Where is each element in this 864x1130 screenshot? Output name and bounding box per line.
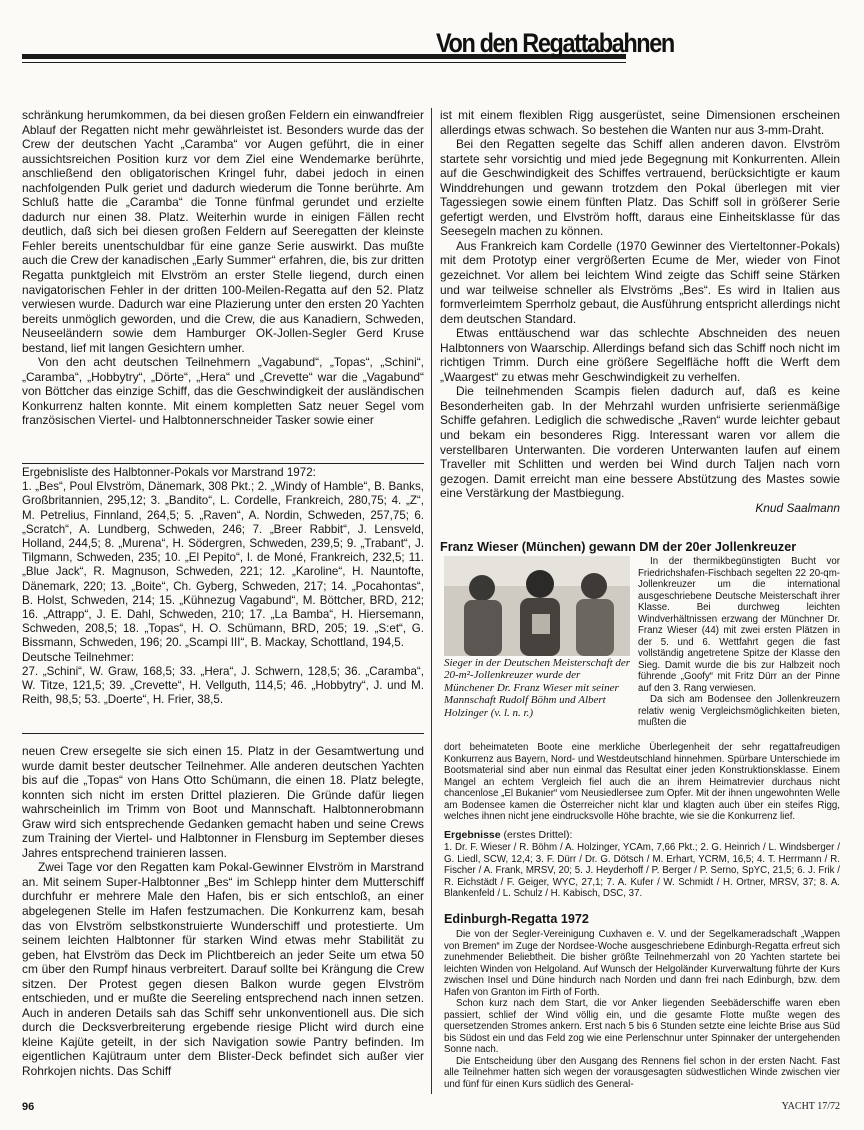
results-box xyxy=(22,463,424,734)
ergebnisse-list xyxy=(444,842,840,900)
wieser-full-text xyxy=(444,742,840,823)
paragraph: neuen Crew ersegelte sie sich einen 15. Platz in der Gesamtwertung und wurde damit bester deutscher Teilnehmer. Alle anderen deutschen Yachten bis auf die „Topas“ von Hans Otto Schümann, die einen 18. Platz belegte, konnten sich nicht im ersten Drittel plazieren. Die Gründe dafür liegen wahrscheinlich im Trimm von Boot und Mannschaft. Halbtonnerobmann Graw wird sich entsprechende Gedanken gemacht haben und seine Crews zum Training der Viertel- und Halbtonner in Flensburg im September dieses Jahres entsprechend trainieren lassen. xyxy=(22,744,424,860)
results-german-list: 27. „Schini“, W. Graw, 168,5; 33. „Hera“, J. Schwern, 128,5; 36. „Caramba“, W. Titze, 121,5; 39. „Crevette“, H. Vellguth, 114,5; 46. „Hobbytry“, J. und M. Reith, 98,5; 53. „Doerte“, H. Frier, 38,5. xyxy=(22,664,424,707)
crew-photo-illustration xyxy=(444,556,630,656)
column-divider xyxy=(431,108,432,1094)
paragraph: Aus Frankreich kam Cordelle (1970 Gewinner des Vierteltonner-Pokals) mit dem Prototyp einer vergrößerten Ecume de Mer, wieder von Finot gezeichnet. Vor allem bei leichtem Wind zeigte das Schiff seine Stärken und war teilweise schneller als Elvströms „Bes“. Es wird in Italien aus formverleimtem Sperrholz gebaut, die Ausführung entspricht allerdings nicht dem deutschen Standard. xyxy=(440,238,840,326)
author-signature: Knud Saalmann xyxy=(755,500,840,515)
paragraph: In der thermikbegünstigten Bucht vor Friedrichshafen-Fischbach segelten 22 20-qm-Jollenkreuzer um die international ausgeschriebene Deutsche Meisterschaft ihrer Klasse. Bei durchweg leichten Windverhältnissen erzwang der Münchner Dr. Franz Wieser (44) mit zwei ersten Plätzen in der 5. und 6. Wettfahrt gegen die fast vollständig angetretene Spitze der Klasse den Sieg. Damit wurde die bis zur Halbzeit noch führende „Goofy“ mit Fritz Dürr an der Pinne auf den 3. Rang verwiesen. xyxy=(638,556,840,694)
wieser-headline: Franz Wieser (München) gewann DM der 20er Jollenkreuzer xyxy=(440,540,797,554)
paragraph: Die teilnehmenden Scampis fielen dadurch auf, daß es keine Besonderheiten gab. In der Mehrzahl wurden unfrisierte serienmäßige Schiffe gefahren. Lediglich die schwedische „Raven“ wurde leichter gebaut und bekam ein besonderes Rigg. Interessant waren vor allem die verstellbaren Unterwanten. Die vorderen Unterwanten laufen auf einem Traveller mit Schlitten und werden bei Wind durch Taljen nach vorn gezogen. Damit erreicht man eine bessere Abstützung des Mastes sowie eine Verstärkung der Mastbiegung. xyxy=(440,384,840,501)
paragraph: ist mit einem flexiblen Rigg ausgerüstet, seine Dimensionen erscheinen allerdings etwas schwach. So bestehen die Wanten nur aus 3-mm-Draht. xyxy=(440,108,840,137)
paragraph: 1. Dr. F. Wieser / R. Böhm / A. Holzinger, YCAm, 7,66 Pkt.; 2. G. Heinrich / L. Windsberger / G. Liedl, SCW, 12,4; 3. F. Dürr / Dr. G. Dötsch / M. Erhart, YCRM, 16,5; 4. T. Herrmann / R. Fischer / A. Frank, MRSV, 20; 5. J. Heyderhoff / P. Berger / P. Serno, SpYC, 21,5; 6. J. Frik / R. Eichstädt / F. Geiger, WYC, 27,1; 7. A. Kufer / W. Schmidt / H. Ortner, MRSV, 37; 8. A. Blankenfeld / L. Schulz / H. Kabisch, DSC, 37. xyxy=(444,842,840,899)
paragraph: schränkung herumkommen, da bei diesen großen Feldern ein einwandfreier Ablauf der Regatten nicht mehr gewährleistet ist. Besonders wurde das der Crew der deutschen Yacht „Caramba“ vor Augen geführt, die in einer aussichtsreichen Position kurz vor dem Ziel eine Wendemarke berührte, anschließend den obligatorischen Kringel fuhr, dabei jedoch in einen nachfolgenden Pulk geriet und dadurch wiederum die Tonne berührte. Am Schluß hatte die „Caramba“ die Tonne fünfmal gerundet und erzielte dadurch nur einen 38. Platz. Weiterhin wurde in einigen Fällen recht deutlich, daß sich bei diesen großen Feldern auf Seeregatten der kleinste Fehler bereits unentschuldbar für eine ganze Serie auswirkt. Das mußte auch die Crew der kanadischen „Early Summer“ erfahren, die, bis zur dritten Regatta punktgleich mit Elvström an erster Stelle liegend, durch einen navigatorischen Fehler in der dritten 100-Meilen-Regatta auf den 52. Platz verwiesen wurde. Dadurch war eine Plazierung unter den ersten 20 Yachten bereits unmöglich geworden, und die Crew, die aus Kanadiern, Schweden, Neuseeländern sowie dem Hamburger OK-Jollen-Segler Gerd Kruse bestand, lief mit langen Gesichtern umher. xyxy=(22,108,424,355)
crew-photo xyxy=(444,556,630,656)
left-column-bottom xyxy=(22,744,424,1079)
paragraph: Die Entscheidung über den Ausgang des Rennens fiel schon in der ersten Nacht. Fast alle Teilnehmer hatten sich wegen der vorausgesagten südwestlichen Winde zwischen vier und fünf für einen Kurs südlich des General- xyxy=(444,1055,840,1090)
results-list: 1. „Bes“, Poul Elvström, Dänemark, 308 Pkt.; 2. „Windy of Hamble“, B. Banks, Großbritannien, 295,12; 3. „Bandito“, L. Cordelle, Frankreich, 280,75; 4. „Z“, M. Petrelius, Finnland, 264,5; 5. „Raven“, A. Nordin, Schweden, 257,75; 6. „Scratch“, A. Lundberg, Schweden, 246; 7. „Breer Rabbit“, J. Lensveld, Holland, 244,5; 8. „Murena“, H. Södergren, Schweden, 239,5; 9. „Trabant“, J. Tilgmann, Schweden, 235; 10. „El Pepito“, l. de Moné, Frankreich, 232,5; 11. „Blue Jack“, R. Magnuson, Schweden, 221; 12. „Karoline“, H. Nauntofte, Dänemark, 220; 13. „Boite“, Ch. Gyberg, Schweden, 217; 14. „Pocahontas“, B. Holst, Schweden, 214; 15. „Kühnezug Vagabund“, M. Böttcher, BRD, 212; 16. „Attrapp“, J. E. Dahl, Schweden, 210; 17. „La Bamba“, H. Hiersemann, Schweden, 208,5; 18. „Topas“, H. O. Schümann, BRD, 205; 19. „S:et“, G. Bissmann, Schweden, 196; 20. „Scampi III“, B. Mackay, Schottland, 194,5. xyxy=(22,480,424,650)
section-title: Von den Regattabahnen xyxy=(436,28,674,58)
right-column-top xyxy=(440,108,840,515)
paragraph: Die von der Segler-Vereinigung Cuxhaven e. V. und der Segelkameradschaft „Wappen von Bremen“ im Zuge der Nordsee-Woche ausgeschriebene Edinburgh-Regatta erfreut sich zunehmender Beliebtheit. Die bisher größte Teilnehmerzahl von 20 Yachten startete bei leichten Winden von Helgoland. Auf Wunsch der Helgoländer Kurverwaltung führte der Kurs zwischen Insel und Düne hindurch nach Norden und dann frei nach Edinburgh, bzw. dem Hafen von Granton im Firth of Forth. xyxy=(444,929,840,998)
results-german-heading: Deutsche Teilnehmer: xyxy=(22,650,134,664)
results-heading: Ergebnisliste des Halbtonner-Pokals vor Marstrand 1972: xyxy=(22,466,316,479)
header-rule-thin xyxy=(22,62,626,63)
paragraph: Etwas enttäuschend war das schlechte Abschneiden des neuen Halbtonners von Waarschip. Allerdings befand sich das Schiff noch nicht im richtigen Trimm. Durch eine größere Segelfläche hofft die Werft dem „Waargest“ zu etwas mehr Geschwindigkeit zu verhelfen. xyxy=(440,326,840,384)
paragraph: Schon kurz nach dem Start, die vor Anker liegenden Seebäderschiffe waren eben passiert, schlief der Wind völlig ein, und die gesamte Flotte mußte wegen des quersetzenden Stromes ankern. Erst nach 5 bis 6 Stunden setzte eine leichte Brise aus Süd bis Südost ein und das Feld zog wie eine Perlenschnur unter Spinnaker der untergehenden Sonne nach. xyxy=(444,998,840,1055)
left-column-top xyxy=(22,108,424,428)
paragraph: dort beheimateten Boote eine merkliche Überlegenheit der sehr regattafreudigen Konkurrenz aus Bayern, Nord- und Westdeutschland hinnehmen. Spürbare Unterschiede im Bootsmaterial sind aber nun einmal das Resultat einer jeden Konstruktionsklasse. Einem Mangel an echtem Vergleich fiel auch die an ihrem Heimatrevier durchaus nicht chancenlose „El Bukanier“ vom Neusiedlersee zum Opfer. Mit der ihnen ungewohnten Welle am Bodensee kamen die Österreicher nicht klar und klagten auch über ein steifes Rigg, welches ihnen nicht jene eindrucksvolle Höhe brachte, wie sie die Konkurrenz lief. xyxy=(444,742,840,822)
paragraph: Bei den Regatten segelte das Schiff allen anderen davon. Elvström startete sehr vorsichtig und mied jede Begegnung mit Konkurrenten. Allein auf die Geschwindigkeit des Schiffes vertrauend, berücksichtigte er kaum Winddrehungen und gewann trotzdem den Pokal überlegen mit vier Tagessiegen sowie einem fünften Platz. Das Schiff soll in größerer Serie gefertigt werden, und Elvström hofft, daraus eine Einheitsklasse für das Seesegeln machen zu können. xyxy=(440,137,840,239)
issue-label: YACHT 17/72 xyxy=(781,1101,840,1112)
edinburgh-headline: Edinburgh-Regatta 1972 xyxy=(444,912,589,926)
ergebnisse-sublabel: (erstes Drittel): xyxy=(503,829,573,841)
paragraph: Da sich am Bodensee den Jollenkreuzern relativ wenig Vergleichsmöglichkeiten bieten, mußten die xyxy=(638,694,840,728)
edinburgh-text xyxy=(444,929,840,1090)
ergebnisse-label: Ergebnisse xyxy=(444,829,501,841)
paragraph: Von den acht deutschen Teilnehmern „Vagabund“, „Topas“, „Schini“, „Caramba“, „Hobbytry“, „Dörte“, „Hera“ und „Crevette“ war die „Vagabund“ von Böttcher das einzige Schiff, das die Geschwindigkeit der ausländischen Konkurrenz halten konnte. Mit einem kompletten Satz neuer Segel vom französischen Viertel- und Halbtonnerschneider Tasker sowie einer xyxy=(22,355,424,428)
page-number: 96 xyxy=(22,1101,35,1113)
wieser-side-text xyxy=(638,556,840,729)
paragraph: Zwei Tage vor den Regatten kam Pokal-Gewinner Elvström in Marstrand an. Mit seinem Super-Halbtonner „Bes“ im Schlepp hinter dem Mutterschiff durchfuhr er mehrere Male den Hafen, bis er sich entschloß, an einer abgelegenen Stelle im Hafen festzumachen. Die Konkurrenz kam, besah das von Elvström selbstkonstruierte Wunderschiff und protestierte. Um seinem leichten Halbtonner für starken Wind etwas mehr Stabilität zu geben, hat Elvström das Deck im Plichtbereich an jeder Seite um etwa 50 cm über den Rumpf hinaus verbreitert. Darauf sollte bei Krängung die Crew sitzen. Der Protest gegen diesen Balkon wurde gegen Elvström entschieden, und er mußte die Seereling entsprechend nach innen setzen. Auch in anderen Details sah das Schiff sehr unkonventionell aus. Die sich durch die Decksverbreiterung ergebende riesige Plicht wird durch eine kleine Kajüte geteilt, in der sich Navigation sowie Pantry befinden. Im eigentlichen Kajütraum unter dem Blister-Deck befindet sich außer vier Rohrkojen nichts. Das Schiff xyxy=(22,860,424,1079)
photo-caption: Sieger in der Deutschen Meisterschaft der 20-m²-Jollenkreuzer wurde der Münchener Dr. Franz Wieser mit seiner Mannschaft Rudolf Böhm und Albert Holzinger (v. l. n. r.) xyxy=(444,657,631,719)
ergebnisse-heading xyxy=(444,829,840,842)
